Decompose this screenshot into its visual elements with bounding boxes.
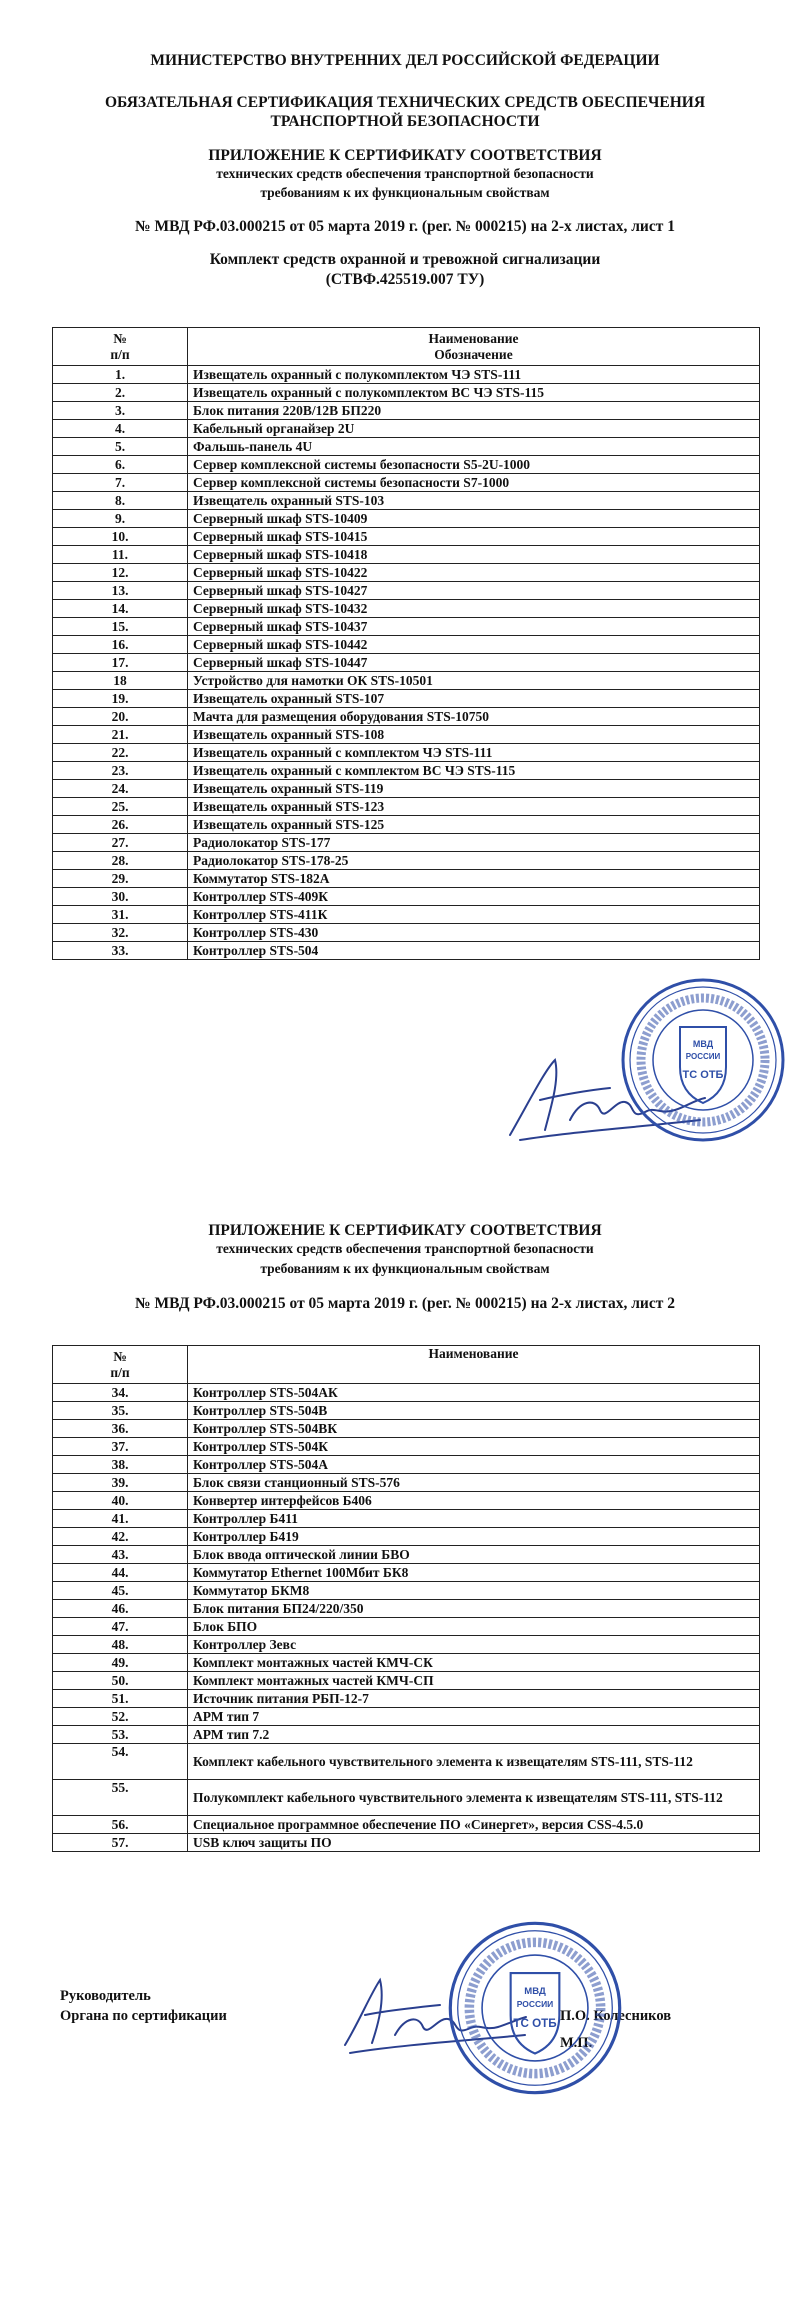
table-row [53, 744, 760, 762]
table-row [53, 546, 760, 564]
row-item-name: Источник питания РБП-12-7 [188, 1690, 760, 1708]
appendix-subtitle-1: технических средств обеспечения транспортной безопасности [216, 166, 594, 181]
row-number: 49. [53, 1654, 188, 1672]
table-row [53, 906, 760, 924]
row-item-name: Комплект монтажных частей КМЧ-СП [188, 1672, 760, 1690]
appendix-title: ПРИЛОЖЕНИЕ К СЕРТИФИКАТУ СООТВЕТСТВИЯ [208, 147, 602, 164]
row-number: 56. [53, 1816, 188, 1834]
col-number-label-2: п/п [110, 346, 130, 362]
table-row [53, 420, 760, 438]
row-number: 22. [53, 744, 188, 762]
row-number: 18 [53, 672, 188, 690]
seal-text-mid: РОССИИ [685, 1052, 721, 1061]
row-number: 31. [53, 906, 188, 924]
certificate-number: № МВД РФ.03.000215 от 05 марта 2019 г. (рег. № 000215) на 2-х листах, лист 1 [135, 218, 675, 235]
equipment-table-2 [52, 1345, 760, 1852]
row-item-name: Радиолокатор STS-178-25 [188, 852, 760, 870]
row-number: 43. [53, 1546, 188, 1564]
row-item-name: Контроллер Б419 [188, 1528, 760, 1546]
row-item-name: Контроллер STS-504В [188, 1402, 760, 1420]
table-row [53, 1564, 760, 1582]
row-number: 14. [53, 600, 188, 618]
row-item-name: Извещатель охранный с комплектом ЧЭ STS-111 [188, 744, 760, 762]
row-number: 48. [53, 1636, 188, 1654]
ministry-title: МИНИСТЕРСТВО ВНУТРЕННИХ ДЕЛ РОССИЙСКОЙ ФЕДЕРАЦИИ [150, 52, 660, 69]
row-item-name: Извещатель охранный с полукомплектом ЧЭ STS-111 [188, 366, 760, 384]
table-header-row [53, 1346, 760, 1384]
table-row [53, 1438, 760, 1456]
row-item-name: Контроллер STS-409К [188, 888, 760, 906]
row-number: 34. [53, 1384, 188, 1402]
row-number: 21. [53, 726, 188, 744]
table-row [53, 402, 760, 420]
row-item-name: Полукомплект кабельного чувствительного элемента к извещателям STS-111, STS-112 [188, 1780, 760, 1816]
table-row [53, 1510, 760, 1528]
row-number: 4. [53, 420, 188, 438]
row-item-name: Контроллер STS-430 [188, 924, 760, 942]
row-number: 52. [53, 1708, 188, 1726]
appendix-title-2: ПРИЛОЖЕНИЕ К СЕРТИФИКАТУ СООТВЕТСТВИЯ [208, 1222, 602, 1239]
seal-text-top: МВД [524, 1986, 546, 1998]
table-row [53, 708, 760, 726]
row-item-name: Серверный шкаф STS-10409 [188, 510, 760, 528]
seal-text-top: МВД [692, 1039, 714, 1049]
certification-title-line1: ОБЯЗАТЕЛЬНАЯ СЕРТИФИКАЦИЯ ТЕХНИЧЕСКИХ СРЕДСТВ ОБЕСПЕЧЕНИЯ [104, 94, 706, 111]
row-number: 42. [53, 1528, 188, 1546]
row-number: 3. [53, 402, 188, 420]
row-number: 27. [53, 834, 188, 852]
row-item-name: Извещатель охранный STS-119 [188, 780, 760, 798]
table-row [53, 528, 760, 546]
row-item-name: Мачта для размещения оборудования STS-10750 [188, 708, 760, 726]
table-row [53, 1456, 760, 1474]
col-name-label-2: Обозначение [434, 346, 513, 362]
footer-role-1: Руководитель [60, 1988, 151, 2004]
table-row [53, 1402, 760, 1420]
table-row [53, 924, 760, 942]
row-item-name: Контроллер Зевс [188, 1636, 760, 1654]
row-item-name: Специальное программное обеспечение ПО «Синергет», версия CSS-4.5.0 [188, 1816, 760, 1834]
row-item-name: Извещатель охранный STS-107 [188, 690, 760, 708]
table-row [53, 1636, 760, 1654]
table-row [53, 816, 760, 834]
table-row [53, 1474, 760, 1492]
row-item-name: Извещатель охранный с полукомплектом ВС ЧЭ STS-115 [188, 384, 760, 402]
table-row [53, 654, 760, 672]
table-row [53, 384, 760, 402]
row-number: 29. [53, 870, 188, 888]
row-item-name: Комплект кабельного чувствительного элемента к извещателям STS-111, STS-112 [188, 1744, 760, 1780]
table-row [53, 618, 760, 636]
row-number: 5. [53, 438, 188, 456]
equipment-table-1 [52, 327, 760, 960]
table-row [53, 1582, 760, 1600]
row-item-name: Устройство для намотки ОК STS-10501 [188, 672, 760, 690]
row-number: 38. [53, 1456, 188, 1474]
row-number: 30. [53, 888, 188, 906]
row-item-name: Контроллер STS-504АК [188, 1384, 760, 1402]
table-row [53, 1816, 760, 1834]
row-number: 55. [53, 1780, 188, 1816]
row-number: 50. [53, 1672, 188, 1690]
row-item-name: Извещатель охранный STS-108 [188, 726, 760, 744]
row-item-name: Контроллер STS-504 [188, 942, 760, 960]
row-item-name: Контроллер STS-504К [188, 1438, 760, 1456]
col-number-label-2: п/п [110, 1364, 130, 1380]
row-item-name: АРМ тип 7 [188, 1708, 760, 1726]
table-row [53, 1780, 760, 1816]
table-row [53, 870, 760, 888]
row-number: 6. [53, 456, 188, 474]
row-number: 9. [53, 510, 188, 528]
row-number: 41. [53, 1510, 188, 1528]
official-seal-page-1 [618, 975, 788, 1145]
table-row [53, 1384, 760, 1402]
row-item-name: Кабельный органайзер 2U [188, 420, 760, 438]
table-row [53, 456, 760, 474]
col-name-header [188, 1346, 760, 1384]
row-item-name: Серверный шкаф STS-10415 [188, 528, 760, 546]
row-item-name: Сервер комплексной системы безопасности S5-2U-1000 [188, 456, 760, 474]
table-row [53, 762, 760, 780]
row-number: 12. [53, 564, 188, 582]
table-row [53, 636, 760, 654]
page-2 [0, 1160, 810, 2306]
row-item-name: Серверный шкаф STS-10437 [188, 618, 760, 636]
row-number: 20. [53, 708, 188, 726]
row-item-name: Конвертер интерфейсов Б406 [188, 1492, 760, 1510]
table-row [53, 366, 760, 384]
row-item-name: Серверный шкаф STS-10447 [188, 654, 760, 672]
row-item-name: Серверный шкаф STS-10427 [188, 582, 760, 600]
row-item-name: Серверный шкаф STS-10418 [188, 546, 760, 564]
table-row [53, 510, 760, 528]
row-item-name: Контроллер STS-504А [188, 1456, 760, 1474]
col-name-label-1: Наименование [428, 330, 519, 346]
col-number-header [53, 328, 188, 366]
appendix-subtitle-2-1: технических средств обеспечения транспортной безопасности [216, 1241, 594, 1256]
row-number: 28. [53, 852, 188, 870]
table-row [53, 672, 760, 690]
table-row [53, 1546, 760, 1564]
row-number: 2. [53, 384, 188, 402]
row-item-name: Коммутатор STS-182А [188, 870, 760, 888]
kit-title: Комплект средств охранной и тревожной сигнализации [209, 251, 601, 268]
seal-text-bottom: ТС ОТБ [513, 2017, 557, 2031]
official-seal-page-2 [445, 1918, 625, 2098]
row-number: 45. [53, 1582, 188, 1600]
row-number: 35. [53, 1402, 188, 1420]
table-row [53, 600, 760, 618]
table-row [53, 1600, 760, 1618]
table-row [53, 564, 760, 582]
row-number: 44. [53, 1564, 188, 1582]
row-item-name: Фальшь-панель 4U [188, 438, 760, 456]
row-number: 24. [53, 780, 188, 798]
footer-mp: М.П. [560, 2035, 593, 2051]
row-item-name: Серверный шкаф STS-10422 [188, 564, 760, 582]
row-item-name: Блок питания БП24/220/350 [188, 1600, 760, 1618]
kit-code: (СТВФ.425519.007 ТУ) [325, 271, 485, 288]
row-item-name: Контроллер STS-504ВК [188, 1420, 760, 1438]
table-row [53, 942, 760, 960]
row-number: 23. [53, 762, 188, 780]
table-row [53, 582, 760, 600]
table-row [53, 1420, 760, 1438]
row-number: 11. [53, 546, 188, 564]
row-number: 53. [53, 1726, 188, 1744]
row-item-name: Блок питания 220В/12В БП220 [188, 402, 760, 420]
row-number: 17. [53, 654, 188, 672]
table-row [53, 492, 760, 510]
row-item-name: Блок связи станционный STS-576 [188, 1474, 760, 1492]
row-number: 36. [53, 1420, 188, 1438]
table-row [53, 726, 760, 744]
row-number: 19. [53, 690, 188, 708]
table-row [53, 1690, 760, 1708]
seal-text-bottom: ТС ОТБ [682, 1069, 724, 1081]
certification-title-line2: ТРАНСПОРТНОЙ БЕЗОПАСНОСТИ [270, 113, 540, 130]
row-number: 7. [53, 474, 188, 492]
row-number: 13. [53, 582, 188, 600]
table-row [53, 1654, 760, 1672]
table-row [53, 690, 760, 708]
table-row [53, 1744, 760, 1780]
table-row [53, 474, 760, 492]
row-item-name: Извещатель охранный STS-123 [188, 798, 760, 816]
row-number: 40. [53, 1492, 188, 1510]
row-item-name: Сервер комплексной системы безопасности S7-1000 [188, 474, 760, 492]
row-number: 8. [53, 492, 188, 510]
row-item-name: Блок ввода оптической линии БВО [188, 1546, 760, 1564]
table-row [53, 852, 760, 870]
row-number: 33. [53, 942, 188, 960]
footer-role-2: Органа по сертификации [60, 2008, 227, 2024]
row-number: 26. [53, 816, 188, 834]
row-number: 10. [53, 528, 188, 546]
row-number: 1. [53, 366, 188, 384]
row-number: 46. [53, 1600, 188, 1618]
table-row [53, 1528, 760, 1546]
row-number: 39. [53, 1474, 188, 1492]
table-header-row [53, 328, 760, 366]
certificate-number-2: № МВД РФ.03.000215 от 05 марта 2019 г. (рег. № 000215) на 2-х листах, лист 2 [135, 1295, 675, 1312]
row-item-name: Контроллер Б411 [188, 1510, 760, 1528]
row-item-name: Коммутатор Ethernet 100Мбит БК8 [188, 1564, 760, 1582]
table-row [53, 1618, 760, 1636]
row-item-name: Комплект монтажных частей КМЧ-СК [188, 1654, 760, 1672]
col-number-header [53, 1346, 188, 1384]
row-item-name: Блок БПО [188, 1618, 760, 1636]
row-item-name: АРМ тип 7.2 [188, 1726, 760, 1744]
appendix-subtitle-2: требованиям к их функциональным свойствам [260, 185, 550, 200]
table-row [53, 1492, 760, 1510]
footer-signatory-name: П.О. Колесников [560, 2008, 672, 2024]
table-row [53, 888, 760, 906]
table-row [53, 1708, 760, 1726]
appendix-subtitle-2-2: требованиям к их функциональным свойствам [260, 1261, 550, 1276]
row-item-name: Радиолокатор STS-177 [188, 834, 760, 852]
row-number: 51. [53, 1690, 188, 1708]
row-item-name: Серверный шкаф STS-10432 [188, 600, 760, 618]
row-number: 54. [53, 1744, 188, 1780]
col-number-label-1: № [113, 330, 127, 346]
table-row [53, 438, 760, 456]
col-number-label-1: № [113, 1348, 127, 1364]
row-number: 16. [53, 636, 188, 654]
table-row [53, 798, 760, 816]
table-row [53, 1726, 760, 1744]
row-number: 25. [53, 798, 188, 816]
row-item-name: USB ключ защиты ПО [188, 1834, 760, 1852]
row-number: 47. [53, 1618, 188, 1636]
table-row [53, 834, 760, 852]
row-number: 37. [53, 1438, 188, 1456]
row-item-name: Извещатель охранный STS-103 [188, 492, 760, 510]
table-row [53, 780, 760, 798]
row-number: 57. [53, 1834, 188, 1852]
table-row [53, 1834, 760, 1852]
row-number: 32. [53, 924, 188, 942]
row-item-name: Серверный шкаф STS-10442 [188, 636, 760, 654]
col-name-header [188, 328, 760, 366]
seal-text-mid: РОССИИ [516, 1998, 554, 2009]
row-item-name: Извещатель охранный STS-125 [188, 816, 760, 834]
row-item-name: Извещатель охранный с комплектом ВС ЧЭ STS-115 [188, 762, 760, 780]
col-name-label-1: Наименование [428, 1346, 519, 1361]
row-item-name: Коммутатор БКМ8 [188, 1582, 760, 1600]
row-number: 15. [53, 618, 188, 636]
row-item-name: Контроллер STS-411К [188, 906, 760, 924]
table-row [53, 1672, 760, 1690]
